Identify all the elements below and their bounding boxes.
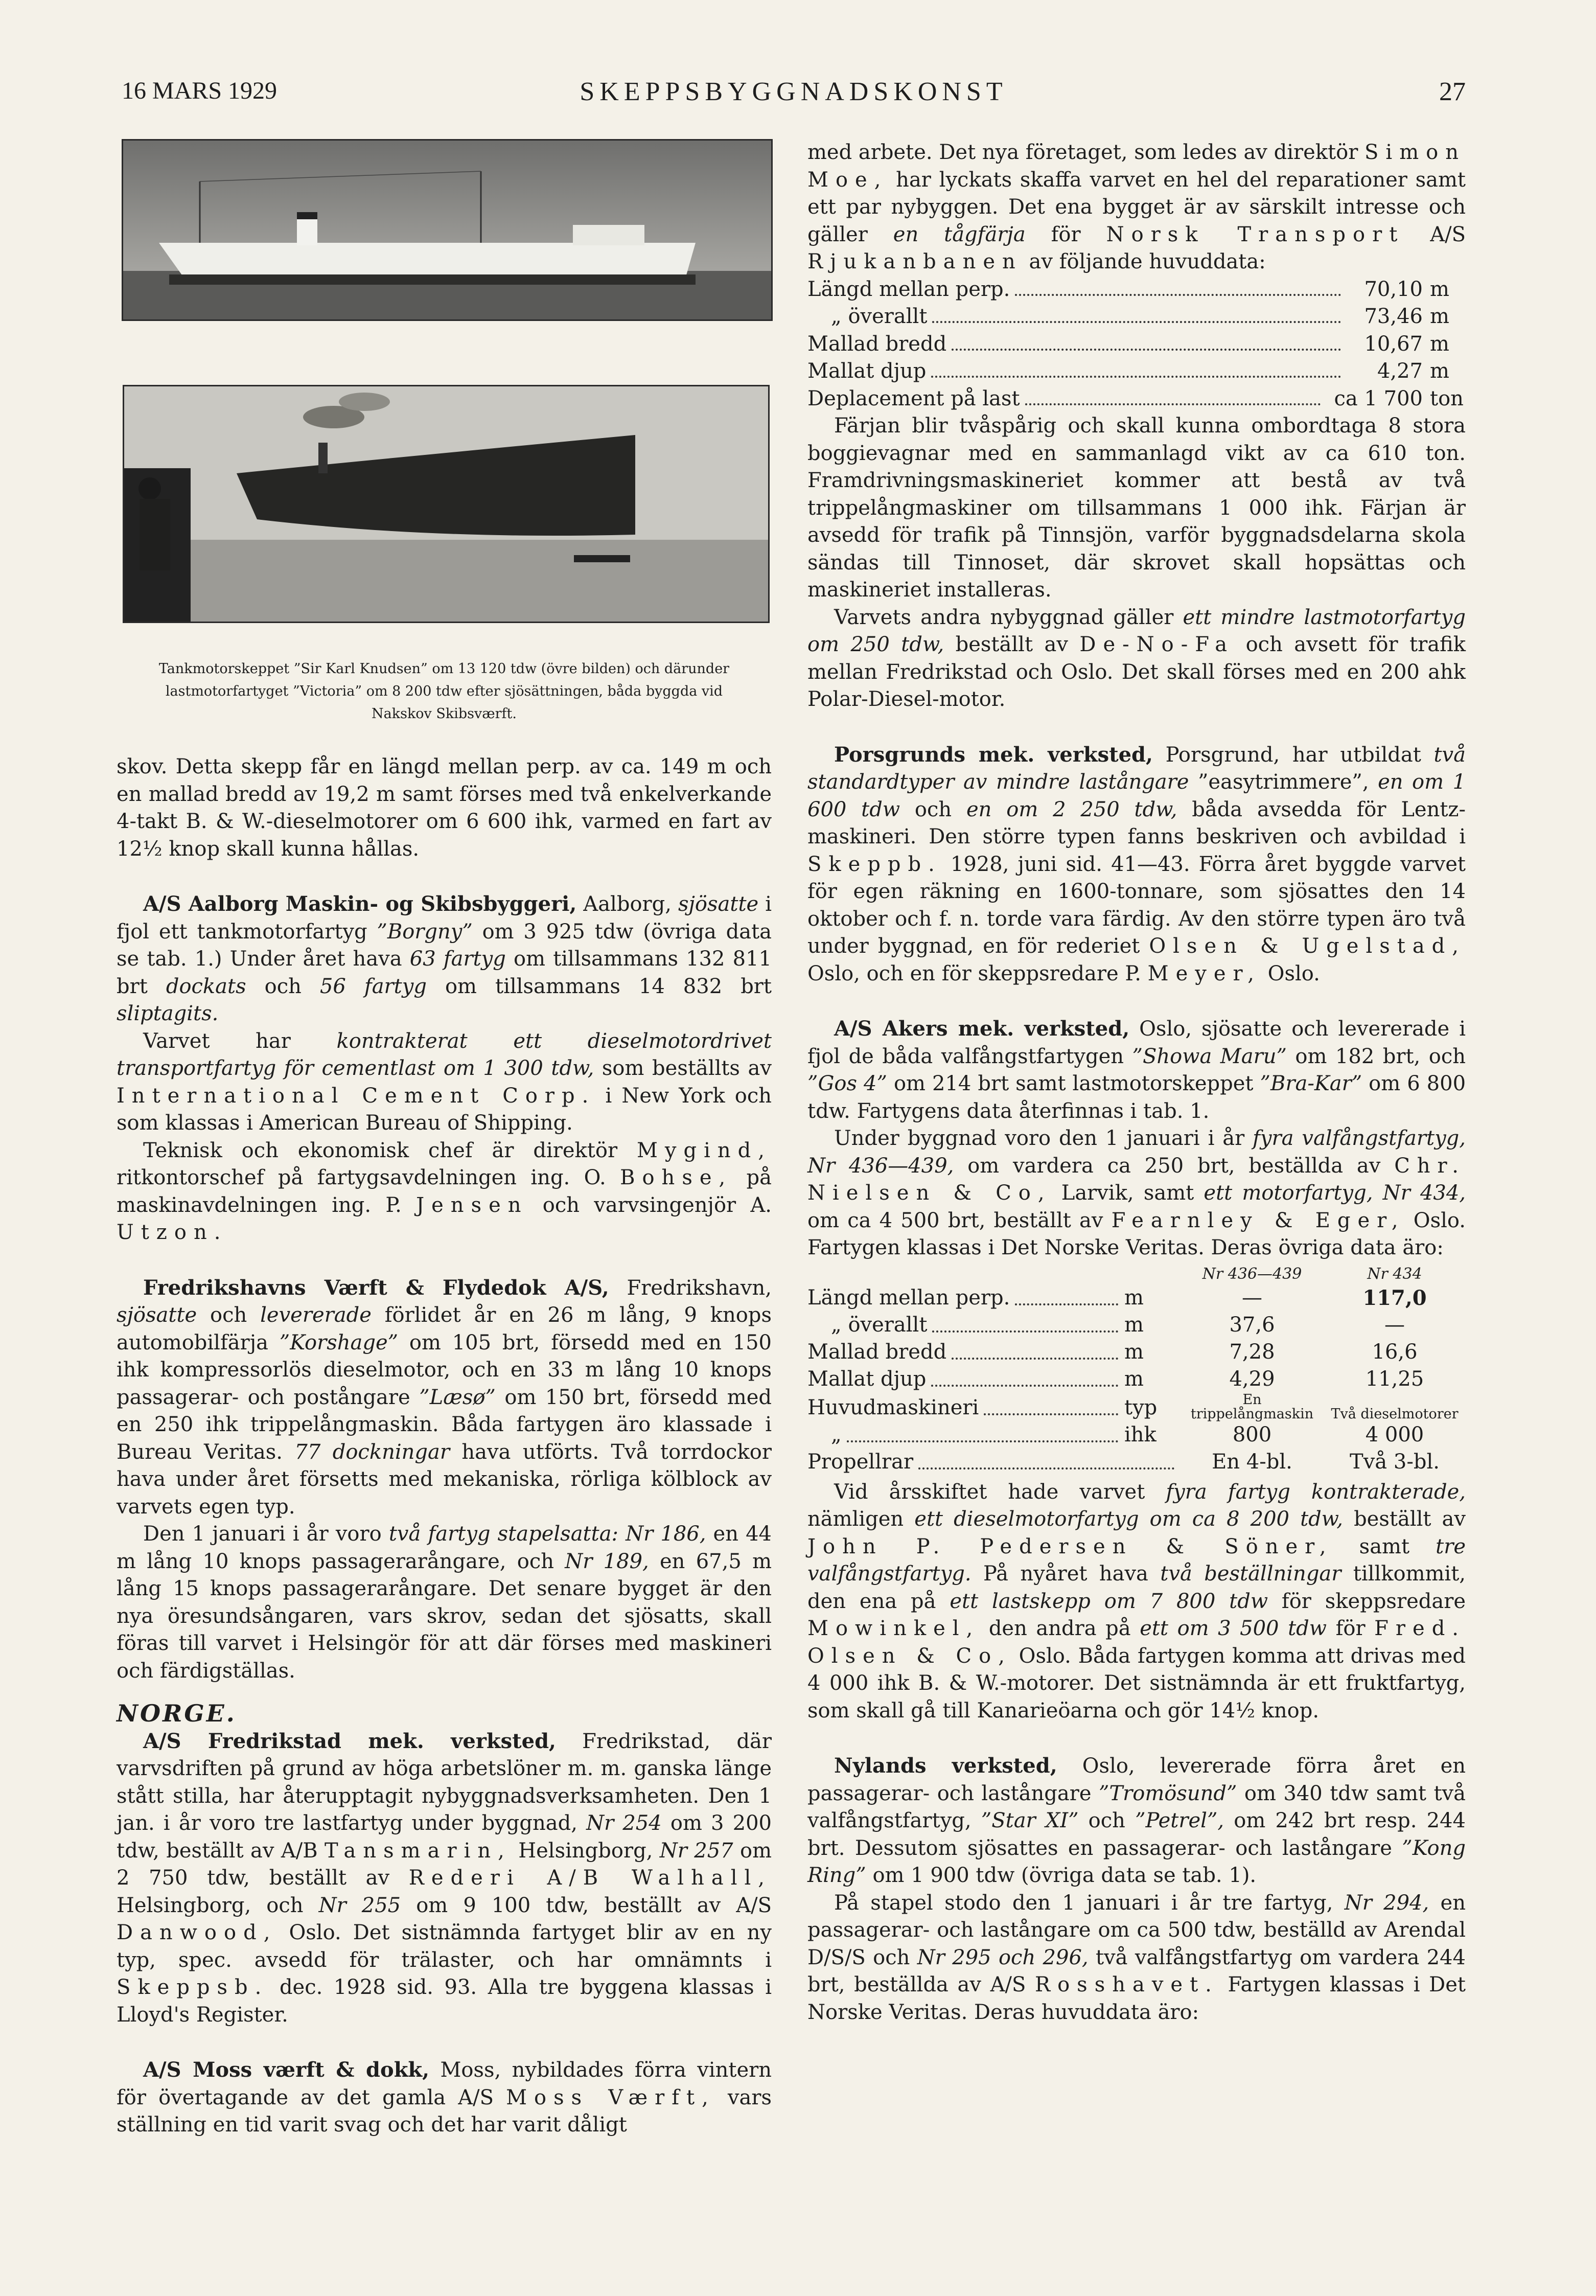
section-nylands: Nylands verksted, Oslo, levererade förra året en passagerar- och lastångare ”Tromösund” om 340 tdw samt två valfångstfartyg, ”Star XI” och ”Petrel”, om 242 brt resp. 244 brt. Dessutom sjösattes en passagerar- och lastångare ”Kong Ring” om 1 900 tdw (övriga data se tab. 1). xyxy=(807,1754,1466,1887)
heading-aalborg: A/S Aalborg Maskin- og Skibsbyggeri, xyxy=(143,892,577,916)
ferry-description: Färjan blir tvåspårig och skall kunna ombordtaga 8 stora boggievagnar med en sammanlagd vikt av ca 610 ton. Framdrivningsmaskineriet kommer att bestå av två trippelångmaskiner om tillsammans 1 000 ihk. Färjan är avsedd för trafik på Tinnsjön, varför byggnadsdelarna skola sändas till Tinnoset, där skrovet skall hopsättas och maskineriet installeras. xyxy=(807,414,1466,602)
table-row: Mallat djup m 4,29 11,25 xyxy=(807,1366,1466,1393)
tanker-photo xyxy=(122,139,773,321)
spec-row: Mallad bredd 10,67 m xyxy=(807,332,1449,356)
table-row: „ överallt m 37,6 — xyxy=(807,1312,1466,1339)
table-row: Mallad bredd m 7,28 16,6 xyxy=(807,1339,1466,1366)
section-akers: A/S Akers mek. verksted, Oslo, sjösatte och levererade i fjol de båda valfångstfartygen ”Showa Maru” om 182 brt, och ”Gos 4” om 214 brt samt lastmotorskeppet ”Bra-Kar” om 6 800 tdw. Fartygens data återfinnas i tab. 1. xyxy=(807,1017,1466,1123)
heading-akers: A/S Akers mek. verksted, xyxy=(834,1017,1130,1041)
journal-title: SKEPPSBYGGNADSKONST xyxy=(580,77,1008,106)
issue-date: 16 MARS 1929 xyxy=(122,77,277,104)
aalborg-para-2: Varvet har kontrakterat ett dieselmotordrivet transportfartyg för cementlast om 1 300 tdw, som beställts av International Cement Corp. i New York och som klassas i American Bureau of Shipping. xyxy=(117,1029,772,1135)
right-column xyxy=(807,139,1466,2026)
akers-data-table xyxy=(807,1264,1466,1476)
heading-nylands: Nylands verksted, xyxy=(834,1754,1057,1778)
table-header-row xyxy=(807,1264,1466,1284)
right-para-1: med arbete. Det nya företaget, som ledes av direktör Simon Moe, har lyckats skaffa varvet en hel del reparationer samt ett par nybyggen. Det ena bygget är av särskilt intresse och gäller en tågfärja för Norsk Transport A/S Rjukanbanen av följande huvuddata: xyxy=(807,141,1466,273)
photo-caption: Tankmotorskeppet ”Sir Karl Knudsen” om 13 120 tdw (övre bilden) och därunder lastmotorfartyget ”Victoria” om 8 200 tdw efter sjösättningen, båda byggda vid Nakskov Skibsværft. xyxy=(158,661,730,722)
nylands-para-2: På stapel stodo den 1 januari i år tre fartyg, Nr 294, en passagerar- och lastångare om ca 500 tdw, beställd av Arendal D/S/S och Nr 295 och 296, två valfångstfartyg om vardera 244 brt, beställda av A/S Rosshavet. Fartygen klassas i Det Norske Veritas. Deras huvuddata äro: xyxy=(807,1891,1466,2024)
fredrikshavn-para-2: Den 1 januari i år voro två fartyg stapelsatta: Nr 186, en 44 m lång 10 knops passagerarångare, och Nr 189, en 67,5 m lång 15 knops passagerarångare. Det senare bygget är den nya öresundsångaren, vars skrov, sedan det sjösatts, skall föras till varvet i Helsingör för att där förses med maskineri och färdigställas. xyxy=(117,1522,772,1683)
spec-row: Deplacement på last ca 1 700 ton xyxy=(807,386,1464,410)
table-row: „ ihk 800 4 000 xyxy=(807,1421,1466,1449)
section-moss: A/S Moss værft & dokk, Moss, nybildades förra vintern för övertagande av det gamla A/S Moss Værft, vars ställning en tid varit svag och det har varit dåligt xyxy=(117,2058,772,2137)
spec-row: Mallat djup 4,27 m xyxy=(807,359,1449,383)
column-header: Nr 434 xyxy=(1367,1265,1422,1283)
page-number: 27 xyxy=(1439,77,1466,106)
left-para-1: skov. Detta skepp får en längd mellan perp. av ca. 149 m och en mallad bredd av 19,2 m samt förses med två enkelverkande 4-takt B. & W.-dieselmotorer om 6 600 ihk, varmed en fart av 12½ knop skall kunna hållas. xyxy=(117,755,772,861)
left-column xyxy=(117,139,772,2139)
spec-row: „ överallt 73,46 m xyxy=(831,305,1449,328)
page-header xyxy=(122,77,1466,118)
akers-para-3: Vid årsskiftet hade varvet fyra fartyg kontrakterade, nämligen ett dieselmotorfartyg om ca 8 200 tdw, beställt av John P. Pedersen & Söner, samt tre valfångstfartyg. På nyåret hava två beställningar tillkommit, den ena på ett lastskepp om 7 800 tdw för skeppsredare Mowinkel, den andra på ett om 3 500 tdw för Fred. Olsen & Co, Oslo. Båda fartygen komma att drivas med 4 000 ihk B. & W.-motorer. Det sistnämnda är ett fruktfartyg, som skall gå till Kanarieöarna och gör 14½ knop. xyxy=(807,1480,1466,1723)
ferry-spec-list xyxy=(807,276,1466,413)
section-aalborg: A/S Aalborg Maskin- og Skibsbyggeri, Aalborg, sjösatte i fjol ett tankmotorfartyg ”Borgny” om 3 925 tdw (övriga data se tab. 1.) Under året hava 63 fartyg om tillsammans 132 811 brt dockats och 56 fartyg om tillsammans 14 832 brt sliptagits. xyxy=(117,892,772,1025)
heading-fredrikstad: A/S Fredrikstad mek. verksted, xyxy=(143,1729,556,1753)
aalborg-para-3: Teknisk och ekonomisk chef är direktör Mygind, ritkontorschef på fartygsavdelningen ing. O. Bohse, på maskinavdelningen ing. P. Jensen och varvsingenjör A. Utzon. xyxy=(117,1138,772,1244)
heading-porsgrund: Porsgrunds mek. verksted, xyxy=(834,742,1153,767)
heading-moss: A/S Moss værft & dokk, xyxy=(143,2058,430,2082)
second-newbuild: Varvets andra nybyggnad gäller ett mindre lastmotorfartyg om 250 tdw, beställt av De-No-Fa och avsett för trafik mellan Fredrikstad och Oslo. Det skall förses med en 200 ahk Polar-Diesel-motor. xyxy=(807,605,1466,711)
akers-para-2: Under byggnad voro den 1 januari i år fyra valfångstfartyg, Nr 436—439, om vardera ca 250 brt, beställda av Chr. Nielsen & Co, Larvik, samt ett motorfartyg, Nr 434, om ca 4 500 brt, beställt av Fearnley & Eger, Oslo. Fartygen klassas i Det Norske Veritas. Deras övriga data äro: xyxy=(807,1127,1466,1259)
cargo-ship-photo xyxy=(123,385,770,623)
section-fredrikshavn: Fredrikshavns Værft & Flydedok A/S, Fredrikshavn, sjösatte och levererade förlidet år en 26 m lång, 9 knops automobilfärja ”Korshage” om 105 brt, försedd med en 150 ihk kompressorlös dieselmotor, och en 33 m lång 10 knops passagerar- och postångare ”Læsø” om 150 brt, försedd med en 250 ihk trippelångmaskin. Båda fartygen äro klassade i Bureau Veritas. 77 dockningar hava utförts. Två torrdockor hava under året försetts med mekaniska, rörliga kölblock av varvets egen typ. xyxy=(117,1275,772,1519)
section-fredrikstad: A/S Fredrikstad mek. verksted, Fredrikstad, där varvsdriften på grund av höga arbetslöner m. m. ganska länge stått stilla, har återupptagit nybyggnadsverksamheten. Den 1 jan. i år voro tre lastfartyg under byggnad, Nr 254 om 3 200 tdw, beställt av A/B Tansmarin, Helsingborg, Nr 257 om 2 750 tdw, beställt av Rederi A/B Walhall, Helsingborg, och Nr 255 om 9 100 tdw, beställt av A/S Danwood, Oslo. Det sistnämnda fartyget blir av en ny typ, spec. avsedd för trälaster, och har omnämnts i Skeppsb. dec. 1928 sid. 93. Alla tre byggena klassas i Lloyd's Register. xyxy=(117,1729,772,2027)
table-row: Längd mellan perp. m — 117,0 xyxy=(807,1284,1466,1312)
spec-row: Längd mellan perp. 70,10 m xyxy=(807,277,1449,301)
heading-fredrikshavn: Fredrikshavns Værft & Flydedok A/S, xyxy=(143,1275,609,1300)
table-row: Huvudmaskineri typ En trippelångmaskin Två dieselmotorer xyxy=(807,1391,1459,1422)
country-heading-norge: NORGE. xyxy=(117,1700,237,1727)
table-row: Propellrar En 4-bl. Två 3-bl. xyxy=(807,1449,1466,1476)
column-header: Nr 436—439 xyxy=(1202,1265,1302,1283)
section-porsgrund: Porsgrunds mek. verksted, Porsgrund, har utbildat två standardtyper av mindre lastångare ”easytrimmere”, en om 1 600 tdw och en om 2 250 tdw, båda avsedda för Lentz-maskineri. Den större typen fanns beskriven och avbildad i Skeppb. 1928, juni sid. 41—43. Förra året byggde varvet för egen räkning en 1600-tonnare, som sjösattes den 14 oktober och f. n. torde vara färdig. Av den större typen äro två under byggnad, en för rederiet Olsen & Ugelstad, Oslo, och en för skeppsredare P. Meyer, Oslo. xyxy=(807,742,1466,985)
